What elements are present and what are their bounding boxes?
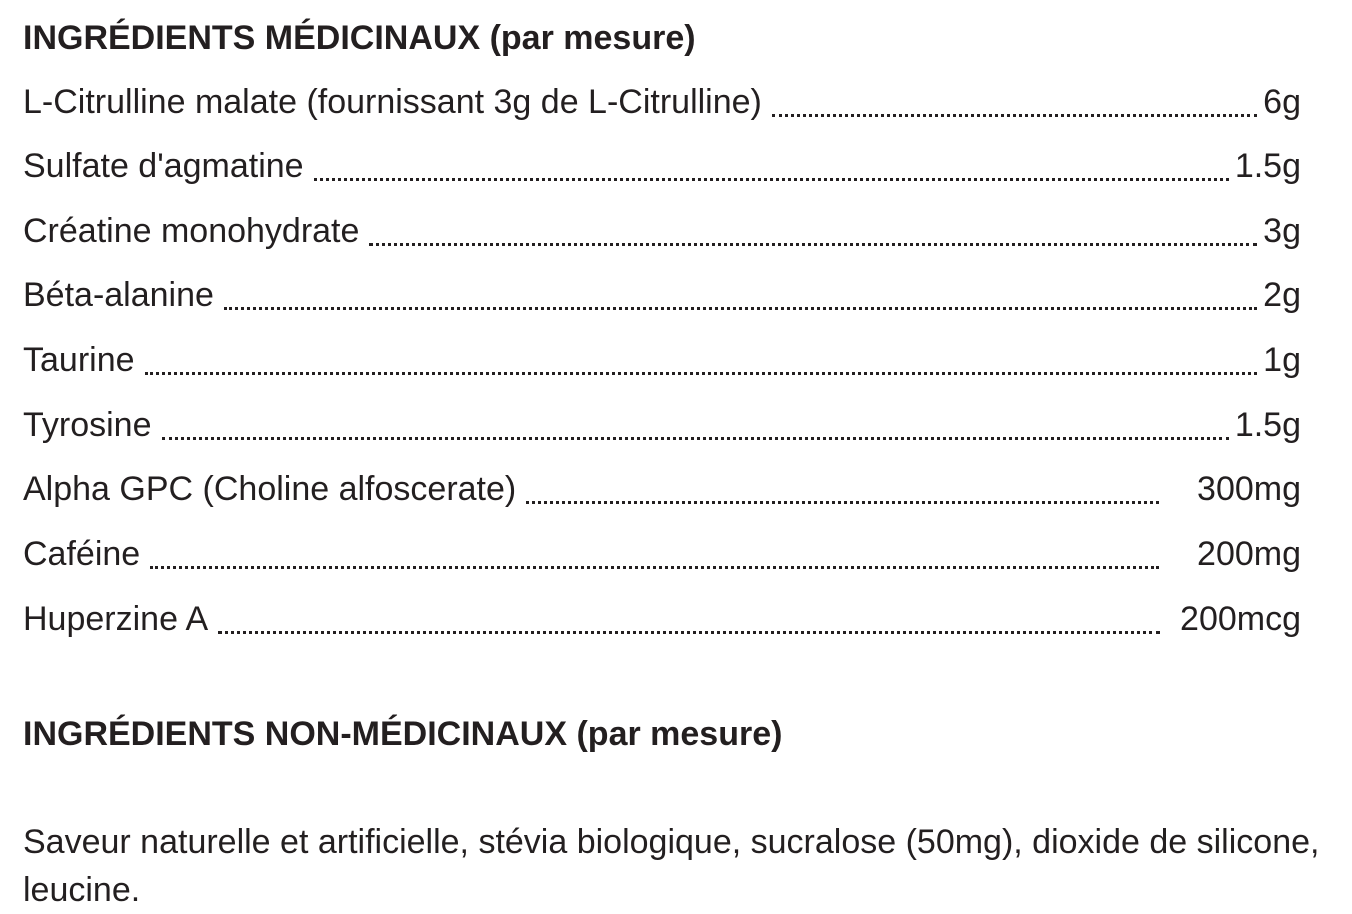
ingredient-name: Alpha GPC (Choline alfoscerate) bbox=[23, 470, 517, 508]
non-medicinal-text: Saveur naturelle et artificielle, stévia biologique, sucralose (50mg), dioxide de silicone, leucine. bbox=[23, 823, 1320, 909]
dot-leader bbox=[772, 114, 1257, 117]
non-medicinal-qualifier: (par mesure) bbox=[576, 715, 783, 753]
ingredient-row bbox=[23, 78, 1301, 126]
ingredient-amount: 2g bbox=[1263, 276, 1301, 314]
ingredient-name: Taurine bbox=[23, 341, 135, 379]
dot-leader bbox=[218, 631, 1160, 634]
dot-leader bbox=[224, 307, 1257, 310]
ingredient-amount: 200mcg bbox=[1180, 600, 1301, 638]
dot-leader bbox=[369, 243, 1257, 246]
ingredient-row bbox=[23, 207, 1301, 255]
ingredient-name: Tyrosine bbox=[23, 406, 152, 444]
dot-leader bbox=[162, 437, 1229, 440]
ingredient-name: Huperzine A bbox=[23, 600, 209, 638]
medicinal-heading bbox=[23, 18, 696, 58]
ingredient-name: Créatine monohydrate bbox=[23, 212, 360, 250]
ingredient-row bbox=[23, 401, 1301, 449]
ingredient-name: Caféine bbox=[23, 535, 141, 573]
ingredient-amount: 1.5g bbox=[1234, 147, 1301, 185]
ingredient-name: L-Citrulline malate (fournissant 3g de L-Citrulline) bbox=[23, 83, 762, 121]
ingredient-row bbox=[23, 595, 1301, 643]
dot-leader bbox=[314, 178, 1229, 181]
ingredient-row bbox=[23, 142, 1301, 190]
ingredient-amount: 300mg bbox=[1197, 470, 1301, 508]
ingredient-row bbox=[23, 336, 1301, 384]
ingredient-amount: 1.5g bbox=[1234, 406, 1301, 444]
ingredient-name: Béta-alanine bbox=[23, 276, 214, 314]
medicinal-title: INGRÉDIENTS MÉDICINAUX bbox=[23, 19, 481, 57]
medicinal-qualifier: (par mesure) bbox=[489, 19, 696, 57]
ingredient-amount: 200mg bbox=[1197, 535, 1301, 573]
ingredient-amount: 6g bbox=[1263, 83, 1301, 121]
dot-leader bbox=[526, 501, 1159, 504]
dot-leader bbox=[150, 566, 1159, 569]
ingredient-amount: 1g bbox=[1263, 341, 1301, 379]
non-medicinal-title: INGRÉDIENTS NON-MÉDICINAUX bbox=[23, 715, 568, 753]
ingredient-row bbox=[23, 530, 1301, 578]
ingredient-name: Sulfate d'agmatine bbox=[23, 147, 304, 185]
dot-leader bbox=[145, 372, 1258, 375]
ingredient-row bbox=[23, 465, 1301, 513]
ingredient-row bbox=[23, 271, 1301, 319]
non-medicinal-heading bbox=[23, 714, 782, 754]
ingredient-amount: 3g bbox=[1263, 212, 1301, 250]
